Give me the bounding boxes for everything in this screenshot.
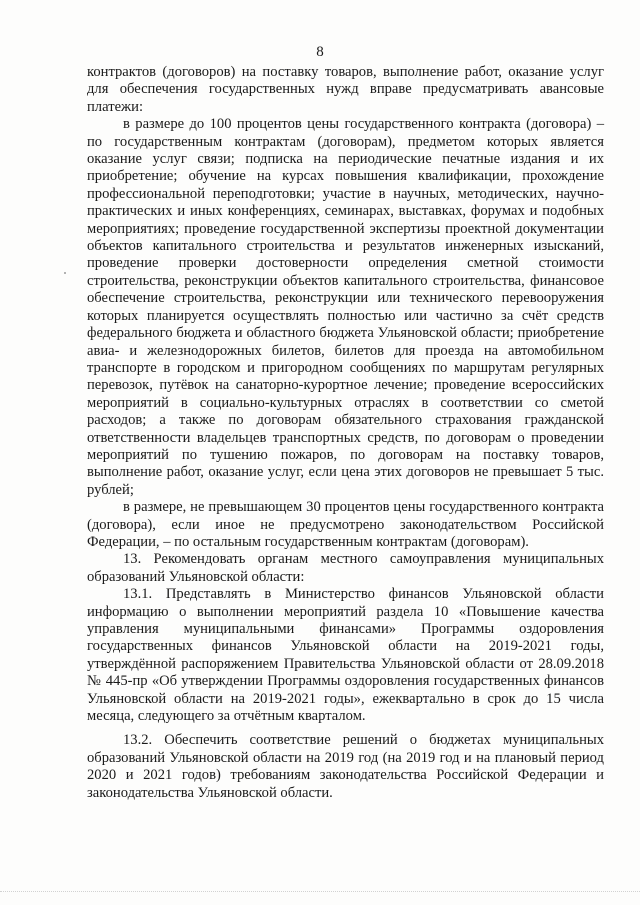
paragraph-item-13-2: 13.2. Обеспечить соответствие решений о бюджетах муниципальных образований Ульяновской области на 2019 год (на 2019 год и на плановый период 2020 и 2021 годов) требованиям законодательства Российской Федерации и законодательства Ульяновской области. (87, 732, 604, 801)
paragraph-100-percent: в размере до 100 процентов цены государственного контракта (договора) – по государственным контрактам (договорам), предметом которых является оказание услуг связи; подписка на периодические печатные издания и их приобретение; обучение на курсах повышения квалификации, прохождение профессиональной переподготовки; участие в научных, методических, научно-практических и иных конференциях, семинарах, выставках, форумах и подобных мероприятиях; проведение государственной экспертизы проектной документации объектов капитального строительства и результатов инженерных изысканий, проведение проверки достоверности определения сметной стоимости строительства, реконструкции объектов капитального строительства, финансовое обеспечение строительства, реконструкции или технического перевооружения которых планируется осуществлять полностью или частично за счёт средств федерального бюджета и областного бюджета Ульяновской области; приобретение авиа- и железнодорожных билетов, билетов для проезда на автомобильном транспорте в городском и пригородном сообщениях по маршрутам регулярных перевозок, путёвок на санаторно-курортное лечение; проведение всероссийских мероприятий в социально-культурных отраслях в соответствии со сметой расходов; а также по договорам обязательного страхования гражданской ответственности владельцев транспортных средств, по договорам о проведении мероприятий по тушению пожаров, по договорам на поставку товаров, выполнение работ, оказание услуг, если цена этих договоров не превышает 5 тыс. рублей; (87, 116, 604, 498)
page-number: 8 (316, 44, 324, 60)
paragraph-item-13: 13. Рекомендовать органам местного самоуправления муниципальных образований Ульяновской области: (87, 551, 604, 585)
document-body (87, 64, 604, 802)
scan-bottom-edge (0, 891, 640, 893)
scan-speck (64, 272, 66, 274)
paragraph-item-13-1: 13.1. Представлять в Министерство финансов Ульяновской области информацию о выполнении мероприятий раздела 10 «Повышение качества управления муниципальными финансами» Программы оздоровления государственных финансов Ульяновской области на 2019-2021 годы, утверждённой распоряжением Правительства Ульяновской области от 28.09.2018 № 445-пр «Об утверждении Программы оздоровления государственных финансов Ульяновской области на 2019-2021 годы», ежеквартально в срок до 15 числа месяца, следующего за отчётным кварталом. (87, 586, 604, 725)
paragraph-advance-payments-intro: контрактов (договоров) на поставку товаров, выполнение работ, оказание услуг для обеспечения государственных нужд вправе предусматривать авансовые платежи: (87, 64, 604, 115)
paragraph-30-percent: в размере, не превышающем 30 процентов цены государственного контракта (договора), если иное не предусмотрено законодательством Российской Федерации, – по остальным государственным контрактам (договорам). (87, 499, 604, 550)
